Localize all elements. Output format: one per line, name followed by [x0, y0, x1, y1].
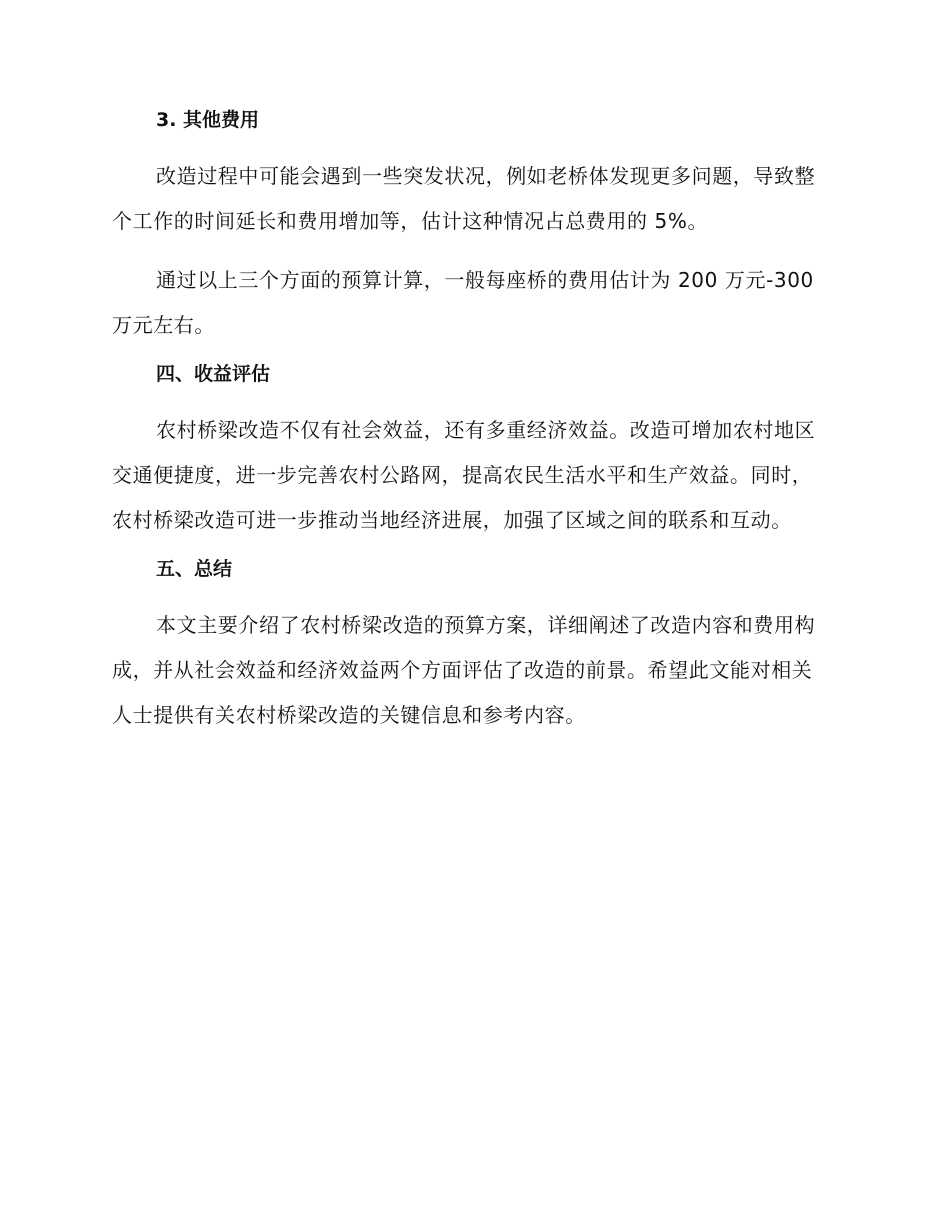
paragraph: 本文主要介绍了农村桥梁改造的预算方案，详细阐述了改造内容和费用构成，并从社会效益和经济效益两个方面评估了改造的前景。希望此文能对相关人士提供有关农村桥梁改造的关键信息和参考内容。: [112, 613, 816, 727]
section-heading: 五、总结: [156, 558, 233, 580]
paragraph: 农村桥梁改造不仅有社会效益，还有多重经济效益。改造可增加农村地区交通便捷度，进一步完善农村公路网，提高农民生活水平和生产效益。同时，农村桥梁改造可进一步推动当地经济进展，加强了区域之间的联系和互动。: [112, 418, 816, 532]
section-heading: 3. 其他费用: [156, 109, 260, 131]
paragraph: 通过以上三个方面的预算计算，一般每座桥的费用估计为 200 万元-300 万元左右。: [112, 268, 814, 337]
section-benefit-assessment: [112, 362, 832, 543]
section-other-costs: [112, 108, 832, 348]
paragraph: 改造过程中可能会遇到一些突发状况，例如老桥体发现更多问题，导致整个工作的时间延长和费用增加等，估计这种情况占总费用的 5%。: [112, 164, 816, 233]
section-summary: [112, 557, 832, 738]
document-body: [112, 108, 832, 752]
section-heading: 四、收益评估: [156, 363, 271, 385]
